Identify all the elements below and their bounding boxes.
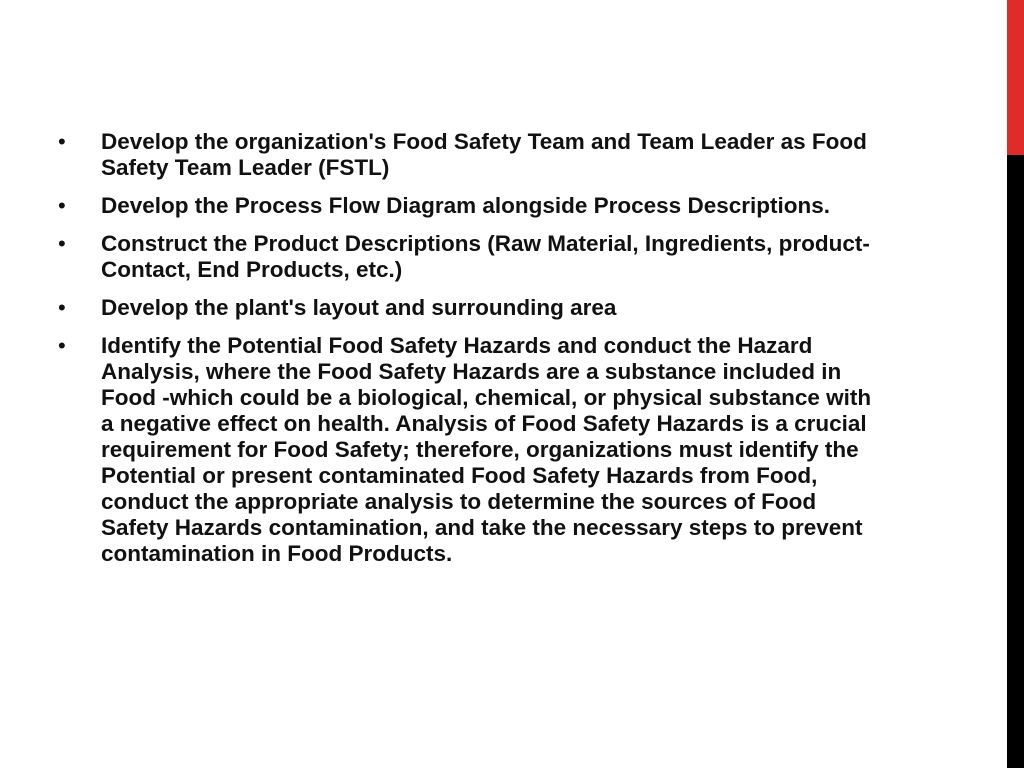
bullet-text: Construct the Product Descriptions (Raw Material, Ingredients, product-Contact, End Products, etc.) — [101, 231, 870, 282]
bullet-text: Develop the plant's layout and surrounding area — [101, 295, 617, 320]
bullet-icon: • — [58, 231, 66, 256]
bullet-item-product-descriptions — [58, 231, 878, 283]
bullet-icon: • — [58, 193, 66, 218]
bullet-text: Develop the organization's Food Safety Team and Team Leader as Food Safety Team Leader (FSTL) — [101, 129, 867, 180]
accent-bar-red — [1007, 0, 1024, 155]
bullet-item-food-safety-team — [58, 129, 878, 181]
bullet-text: Identify the Potential Food Safety Hazards and conduct the Hazard Analysis, where the Food Safety Hazards are a substance included in Food -which could be a biological, chemical, or physical substance with a negative effect on health. Analysis of Food Safety Hazards is a crucial requirement for Food Safety; therefore, organizations must identify the Potential or present contaminated Food Safety Hazards from Food, conduct the appropriate analysis to determine the sources of Food Safety Hazards contamination, and take the necessary steps to prevent contamination in Food Products. — [101, 333, 872, 566]
bullet-text: Develop the Process Flow Diagram alongside Process Descriptions. — [101, 193, 830, 218]
bullet-icon: • — [58, 129, 66, 154]
accent-bar-black — [1007, 155, 1024, 768]
bullet-item-plant-layout — [58, 295, 878, 321]
bullet-list — [58, 129, 878, 579]
bullet-item-process-flow — [58, 193, 878, 219]
bullet-icon: • — [58, 295, 66, 320]
bullet-icon: • — [58, 333, 66, 358]
bullet-item-hazard-analysis — [58, 333, 878, 567]
